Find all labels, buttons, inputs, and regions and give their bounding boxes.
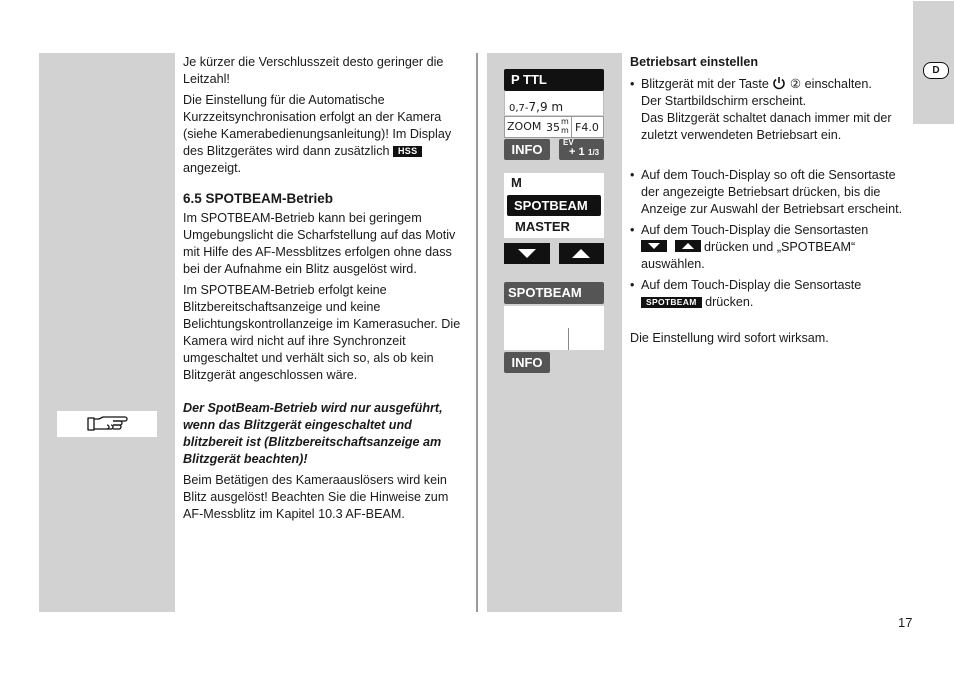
left-margin-column (39, 53, 175, 612)
spotbeam-header: SPOTBEAM (504, 282, 604, 304)
language-badge: D (923, 62, 949, 79)
left-text-column (183, 54, 469, 527)
step-select-spotbeam: • Auf dem Touch-Display die Sensortasten drücken und „SPOTBEAM“ auswählen. (630, 222, 906, 273)
triangle-down-icon (641, 240, 667, 252)
spotbeam-key-symbol: SPOTBEAM (641, 297, 702, 308)
step-power-on: • Blitzgerät mit der Taste ② einschalten. Der Startbildschirm erscheint. Das Blitzgerät schaltet danach immer mit der zuletzt verwendeten Betriebsart ein. (630, 76, 906, 144)
page-number: 17 (898, 615, 913, 630)
range-readout: 0,7-7,9 m (504, 91, 604, 115)
paragraph-leitzahl: Je kürzer die Verschlusszeit desto geringer die Leitzahl! (183, 55, 444, 86)
readout-divider (571, 117, 572, 137)
zoom-label: ZOOM (507, 120, 542, 133)
zoom-value: 35 (546, 121, 560, 134)
menu-item-m[interactable]: M (511, 175, 522, 190)
step-press-spotbeam: • Auf dem Touch-Display die Sensortaste SPOTBEAM drücken. (630, 277, 906, 311)
info-button[interactable]: INFO (504, 139, 550, 160)
screen-separator (568, 328, 569, 350)
note-box (57, 411, 157, 437)
step-open-mode-selection: • Auf dem Touch-Display so oft die Sensortaste der angezeigte Betriebsart drücken, bis die Anzeige zur Auswahl der Betriebsart erscheint. (630, 167, 906, 218)
paragraph-hss: Die Einstellung für die Automatische Kurzzeitsynchronisation erfolgt an der Kamera (siehe Kamerabedienungsanleitung)! Im Display des Blitzgerätes wird dann zusätzlich HSS angezeigt. (183, 93, 452, 175)
info-button-2[interactable]: INFO (504, 352, 550, 373)
triangle-up-icon (675, 240, 701, 252)
arrow-down-button[interactable] (504, 243, 550, 264)
arrow-up-button[interactable] (559, 243, 604, 264)
mode-label: P TTL (504, 69, 604, 91)
menu-item-master[interactable]: MASTER (515, 219, 570, 234)
up-key-symbol (675, 240, 701, 252)
pointing-hand-icon (57, 411, 157, 437)
menu-item-spotbeam[interactable]: SPOTBEAM (507, 195, 601, 216)
right-text-column (630, 54, 906, 351)
aperture-value: F4.0 (575, 121, 599, 134)
final-note: Die Einstellung wird sofort wirksam. (630, 331, 829, 345)
hss-badge: HSS (393, 146, 422, 157)
paragraph-af-beam: Beim Betätigen des Kameraauslösers wird kein Blitz ausgelöst! Beachten Sie die Hinweise zum AF-Messblitz im Kapitel 10.3 AF-BEAM. (183, 473, 449, 521)
triangle-up-icon (559, 243, 604, 264)
mode-menu (504, 173, 604, 238)
zoom-readout: ZOOM 35 m m F4.0 (504, 116, 604, 138)
down-key-symbol (641, 240, 667, 252)
column-divider (476, 53, 478, 612)
paragraph-spotbeam-intro: Im SPOTBEAM-Betrieb kann bei geringem Umgebungslicht die Scharfstellung auf das Motiv mit Hilfe des AF-Messblitzes erfolgen ohne dass bei der Aufnahme ein Blitz ausgelöst wird. (183, 211, 456, 276)
section-title: 6.5 SPOTBEAM-Betrieb (183, 191, 334, 206)
note-text: Der SpotBeam-Betrieb wird nur ausgeführt, wenn das Blitzgerät eingeschaltet und blitzbereit ist (Blitzbereitschaftsanzeige am Blitzgerät beachten)! (183, 401, 443, 466)
power-icon (772, 76, 786, 90)
spotbeam-screen (504, 306, 604, 350)
right-title: Betriebsart einstellen (630, 55, 759, 69)
ev-button[interactable]: EV + 1 1/3 (559, 139, 604, 160)
triangle-down-icon (504, 243, 550, 264)
paragraph-spotbeam-details: Im SPOTBEAM-Betrieb erfolgt keine Blitzbereitschaftsanzeige und keine Belichtungskontrollanzeige im Kamerasucher. Die Kamera wird nicht auf ihre Synchronzeit umgeschaltet und verhält sich so, als ob kein Blitzgerät angeschlossen wäre. (183, 283, 461, 382)
